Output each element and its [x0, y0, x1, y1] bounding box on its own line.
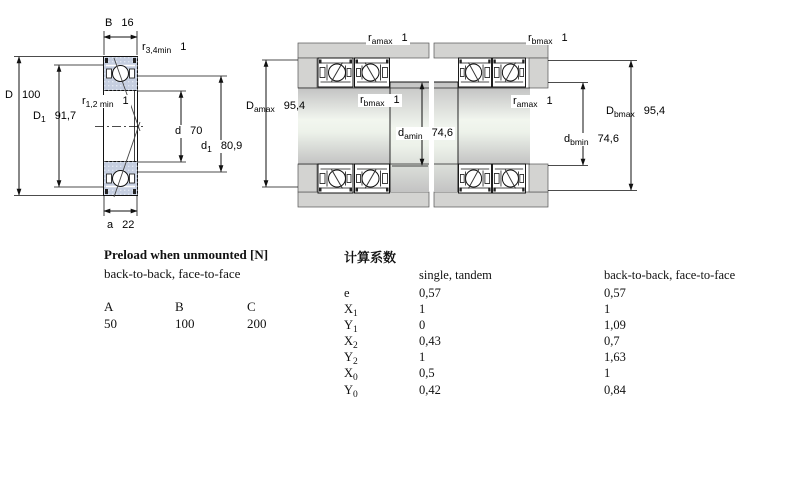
- preload-col-b: B: [175, 299, 184, 314]
- factor-label: $Y_0$: [344, 382, 358, 400]
- preload-col-a: A: [104, 299, 114, 314]
- factor-value-btb: 0,84: [604, 382, 626, 397]
- factor-value-single: 1: [419, 350, 426, 365]
- dim-label-B: B 16: [105, 17, 134, 29]
- factor-row: [344, 318, 626, 334]
- preload-col-c: C: [247, 299, 256, 314]
- dim-Damax: [262, 60, 298, 187]
- factor-label: $X_1$: [344, 302, 358, 320]
- factor-row: [344, 350, 626, 366]
- factors-col-btb: back-to-back, face-to-face: [604, 268, 736, 282]
- factor-value-single: 0,43: [419, 334, 441, 349]
- factor-value-single: 0,57: [419, 286, 441, 300]
- dim-label-damin: $d_{amin}$ 74,6: [398, 127, 453, 141]
- preload-section: [104, 247, 334, 331]
- dim-label-d: d 70: [175, 125, 203, 137]
- dim-D1: [54, 65, 103, 187]
- factors-table: [344, 286, 626, 399]
- dim-label-a: a 22: [107, 219, 135, 231]
- preload-headers: [104, 299, 334, 314]
- preload-value-a: 50: [104, 316, 117, 331]
- factor-row: [344, 366, 626, 382]
- dim-label-Dbmax: $D_{bmax}$ 95,4: [606, 105, 666, 119]
- factor-value-btb: 1,63: [604, 350, 626, 365]
- factor-value-single: 1: [419, 302, 426, 317]
- factor-value-btb: 1,09: [604, 318, 626, 333]
- factors-title: 计算系数: [344, 250, 397, 265]
- preload-value-c: 200: [247, 316, 267, 331]
- dim-label-dbmin: $d_{bmin}$ 74,6: [564, 133, 619, 147]
- factor-label: $Y_1$: [344, 318, 358, 336]
- dim-B: [104, 31, 137, 55]
- dim-label-D1: $D_1$ 91,7: [33, 110, 77, 124]
- dim-label-r34min: $r_{3,4min}$ 1: [142, 41, 187, 55]
- factor-label: e: [344, 286, 350, 300]
- preload-values: [104, 316, 334, 331]
- factor-label: $X_0$: [344, 366, 358, 384]
- fitting-diagram-back-to-back: [262, 43, 429, 207]
- dim-label-D: D 100: [5, 89, 41, 101]
- factor-row: [344, 286, 626, 302]
- dim-label-ramax-mid: $r_{amax}$ 1: [513, 95, 553, 109]
- dim-a: [104, 196, 137, 216]
- dim-label-Damax: $D_{amax}$ 95,4: [246, 100, 306, 114]
- fitting-diagram-face-to-face: [434, 43, 637, 207]
- factor-label: $Y_2$: [344, 350, 358, 368]
- preload-value-b: 100: [175, 316, 195, 331]
- dim-d1: [138, 76, 227, 172]
- factor-row: [344, 334, 626, 350]
- dim-label-r12min: $r_{1,2 min}$ 1: [82, 95, 129, 109]
- factor-value-single: 0,42: [419, 382, 441, 397]
- factor-row: [344, 302, 626, 318]
- factor-label: $X_2$: [344, 334, 358, 352]
- factor-value-btb: 0,7: [604, 334, 620, 349]
- factor-value-single: 0,5: [419, 366, 435, 381]
- preload-subtitle: back-to-back, face-to-face: [104, 266, 241, 281]
- dim-Dbmax: [548, 61, 637, 191]
- factors-header-row: [344, 268, 735, 283]
- factor-value-single: 0: [419, 318, 426, 333]
- factor-value-btb: 0,57: [604, 286, 626, 300]
- dim-label-ramax-top: $r_{amax}$ 1: [368, 32, 408, 46]
- dim-label-d1: $d_1$ 80,9: [201, 140, 243, 154]
- dim-label-rbmax-top: $r_{bmax}$ 1: [528, 32, 568, 46]
- factor-value-btb: 1: [604, 366, 611, 381]
- dim-label-rbmax-mid: $r_{bmax}$ 1: [360, 94, 400, 108]
- factor-value-btb: 1: [604, 302, 611, 317]
- factor-row: [344, 383, 626, 399]
- factors-col-single: single, tandem: [419, 268, 492, 282]
- preload-title: Preload when unmounted [N]: [104, 247, 269, 262]
